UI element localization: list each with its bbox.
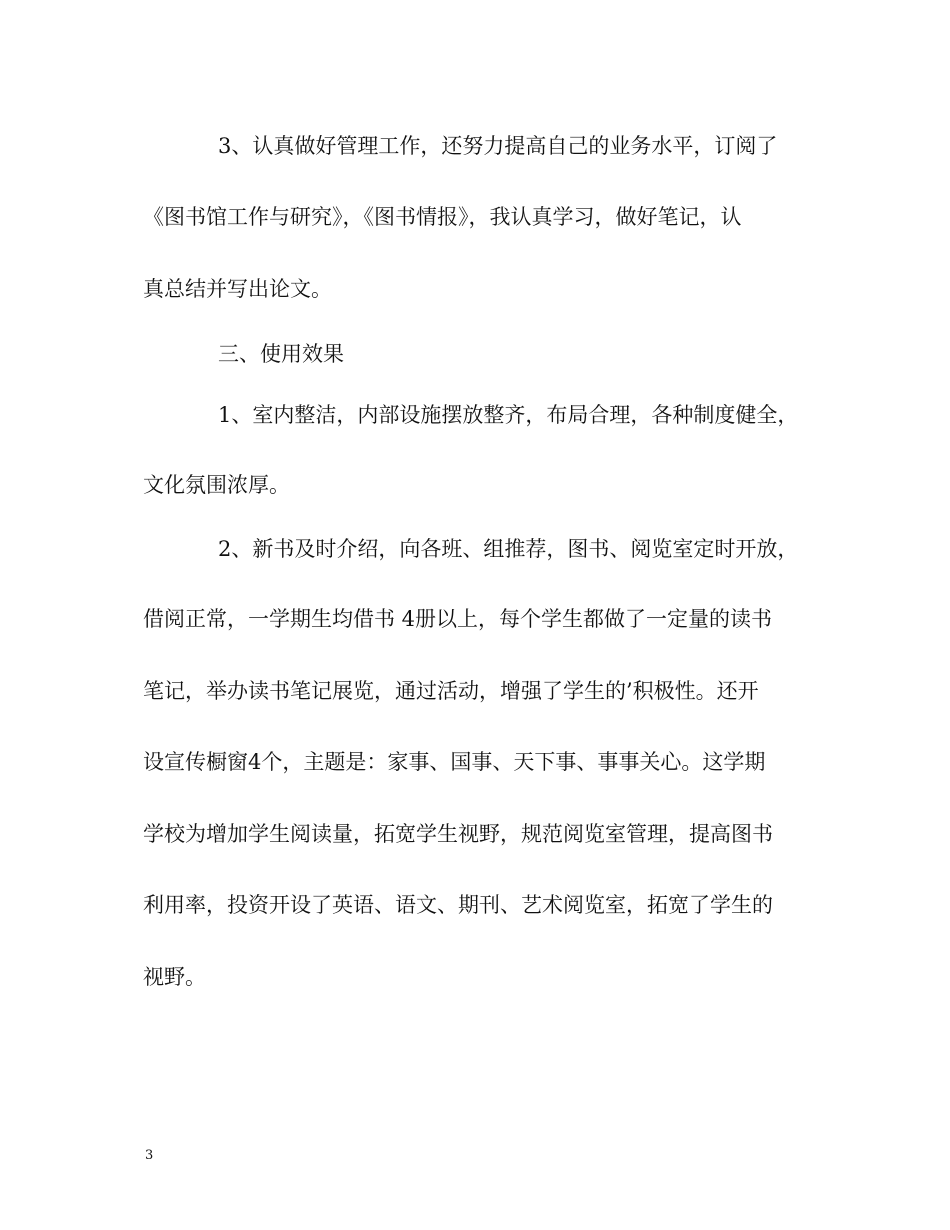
text-line: 1、室内整洁，内部设施摆放整齐，布局合理，各种制度健全， bbox=[218, 403, 799, 427]
text-line: 《图书馆工作与研究》，《图书情报》，我认真学习，做好笔记，认 bbox=[143, 205, 742, 229]
text-line: 利用率，投资开设了英语、语文、期刊、艺术阅览室，拓宽了学生的 bbox=[143, 893, 773, 917]
text-line: 视野。 bbox=[143, 965, 206, 989]
text-line: 2、新书及时介绍，向各班、组推荐，图书、阅览室定时开放， bbox=[218, 537, 799, 561]
text-line: 真总结并写出论文。 bbox=[143, 277, 332, 301]
page-number: 3 bbox=[145, 1148, 154, 1163]
text-line: 设宣传橱窗4个，主题是：家事、国事、天下事、事事关心。这学期 bbox=[143, 750, 766, 774]
section-heading: 三、使用效果 bbox=[218, 342, 344, 366]
text-line: 借阅正常，一学期生均借书 4册以上，每个学生都做了一定量的读书 bbox=[143, 607, 773, 631]
text-line: 3、认真做好管理工作，还努力提高自己的业务水平，订阅了 bbox=[218, 134, 778, 158]
text-line: 学校为增加学生阅读量，拓宽学生视野，规范阅览室管理，提高图书 bbox=[143, 822, 773, 846]
text-line: 文化氛围浓厚。 bbox=[143, 473, 290, 497]
text-line: 笔记，举办读书笔记展览，通过活动，增强了学生的’积极性。还开 bbox=[143, 679, 759, 703]
